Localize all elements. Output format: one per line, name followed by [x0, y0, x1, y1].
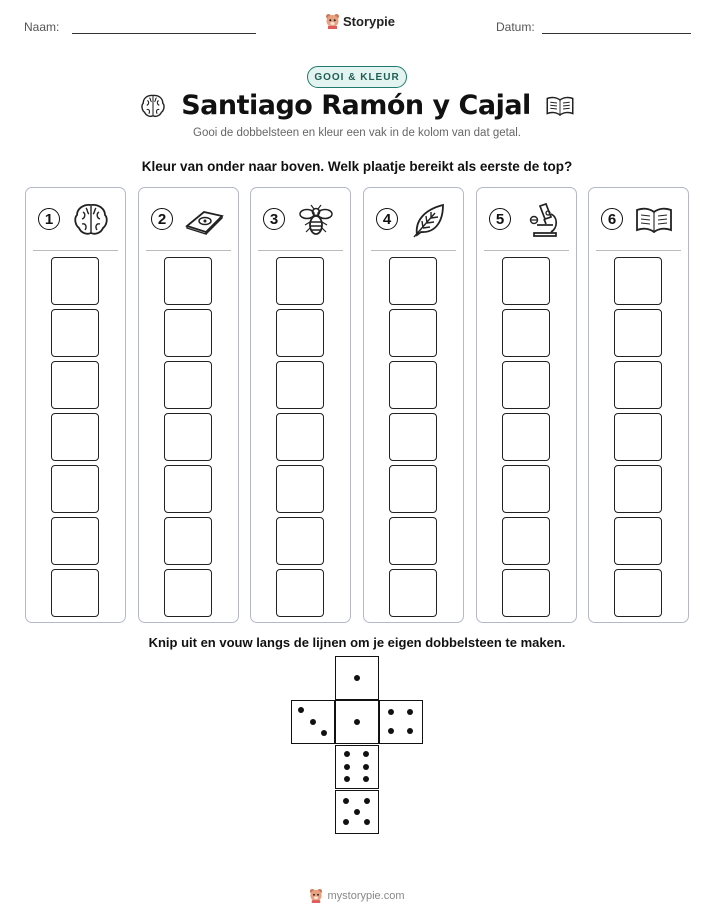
die-pip: [363, 751, 369, 757]
color-cell[interactable]: [389, 465, 437, 513]
microscope-slide-icon: [184, 202, 224, 238]
column-number: 1: [38, 208, 60, 230]
column-number: 6: [601, 208, 623, 230]
color-cell[interactable]: [51, 309, 99, 357]
name-label: Naam:: [24, 20, 60, 34]
die-pip: [354, 675, 360, 681]
column-divider: [371, 250, 456, 251]
color-cell[interactable]: [614, 569, 662, 617]
color-cell[interactable]: [276, 361, 324, 409]
column-divider: [146, 250, 231, 251]
bee-icon: [296, 202, 336, 238]
die-pip: [298, 707, 304, 713]
die-pip: [344, 764, 350, 770]
dice-column-3: [250, 187, 351, 623]
color-cell[interactable]: [614, 361, 662, 409]
subtitle: Gooi de dobbelsteen en kleur een vak in de kolom van dat getal.: [193, 127, 521, 139]
date-line: [542, 33, 691, 34]
color-cell[interactable]: [614, 517, 662, 565]
color-cell[interactable]: [51, 361, 99, 409]
die-pip: [364, 798, 370, 804]
color-cell[interactable]: [276, 309, 324, 357]
color-cell[interactable]: [164, 517, 212, 565]
color-cell[interactable]: [51, 517, 99, 565]
color-cell[interactable]: [389, 569, 437, 617]
color-cell[interactable]: [614, 413, 662, 461]
column-header: [139, 202, 238, 240]
color-cell[interactable]: [276, 257, 324, 305]
color-cell[interactable]: [614, 465, 662, 513]
activity-badge: GOOI & KLEUR: [307, 66, 407, 88]
die-face-6: [335, 745, 379, 789]
color-cell[interactable]: [502, 465, 550, 513]
die-pip: [344, 751, 350, 757]
color-cell[interactable]: [276, 569, 324, 617]
color-cell[interactable]: [164, 413, 212, 461]
date-label: Datum:: [496, 20, 535, 34]
open-book-icon: [634, 202, 674, 238]
die-pip: [354, 809, 360, 815]
column-divider: [258, 250, 343, 251]
column-header: [364, 202, 463, 240]
column-number: 5: [489, 208, 511, 230]
color-cell[interactable]: [502, 257, 550, 305]
color-cell[interactable]: [389, 309, 437, 357]
die-pip: [343, 798, 349, 804]
column-number: 2: [151, 208, 173, 230]
color-cell[interactable]: [389, 413, 437, 461]
footer-url: mystorypie.com: [327, 889, 405, 902]
color-cell[interactable]: [51, 413, 99, 461]
die-pip: [363, 764, 369, 770]
color-cell[interactable]: [164, 309, 212, 357]
storypie-mascot-icon: [309, 888, 323, 903]
column-number: 4: [376, 208, 398, 230]
die-pip: [354, 719, 360, 725]
footer: [0, 888, 714, 903]
column-header: [26, 202, 125, 240]
die-pip: [388, 709, 394, 715]
page-title: Santiago Ramón y Cajal: [181, 90, 531, 121]
color-cell[interactable]: [502, 361, 550, 409]
die-pip: [344, 776, 350, 782]
die-face-1: [335, 656, 379, 700]
die-face-1: [335, 700, 379, 744]
die-pip: [388, 728, 394, 734]
color-cell[interactable]: [389, 361, 437, 409]
name-line: [72, 33, 256, 34]
column-number: 3: [263, 208, 285, 230]
title-row: [0, 90, 714, 121]
column-header: [589, 202, 688, 240]
instruction: Kleur van onder naar boven. Welk plaatje bereikt als eerste de top?: [141, 159, 573, 174]
die-pip: [343, 819, 349, 825]
color-cell[interactable]: [164, 465, 212, 513]
color-cell[interactable]: [389, 517, 437, 565]
dice-column-5: [476, 187, 577, 623]
die-pip: [321, 730, 327, 736]
color-cell[interactable]: [51, 569, 99, 617]
color-cell[interactable]: [614, 309, 662, 357]
color-cell[interactable]: [51, 257, 99, 305]
color-cell[interactable]: [502, 413, 550, 461]
dice-column-4: [363, 187, 464, 623]
cut-instruction: Knip uit en vouw langs de lijnen om je eigen dobbelsteen te maken.: [148, 635, 566, 650]
brain-icon: [71, 202, 111, 238]
color-cell[interactable]: [614, 257, 662, 305]
microscope-icon: [522, 202, 562, 238]
dice-column-1: [25, 187, 126, 623]
color-cell[interactable]: [502, 569, 550, 617]
color-cell[interactable]: [389, 257, 437, 305]
column-divider: [484, 250, 569, 251]
brand-name: Storypie: [343, 13, 396, 29]
color-cell[interactable]: [502, 517, 550, 565]
color-cell[interactable]: [164, 361, 212, 409]
die-pip: [364, 819, 370, 825]
color-cell[interactable]: [164, 569, 212, 617]
die-pip: [363, 776, 369, 782]
leaf-icon: [409, 202, 449, 238]
color-cell[interactable]: [276, 465, 324, 513]
die-pip: [407, 709, 413, 715]
storypie-mascot-icon: [325, 13, 340, 29]
storypie-logo: [325, 13, 395, 29]
die-face-4: [379, 700, 423, 744]
dice-column-2: [138, 187, 239, 623]
die-face-5: [335, 790, 379, 834]
die-face-3: [291, 700, 335, 744]
column-divider: [33, 250, 118, 251]
color-cell[interactable]: [164, 257, 212, 305]
column-header: [477, 202, 576, 240]
die-pip: [310, 719, 316, 725]
column-header: [251, 202, 350, 240]
color-cell[interactable]: [276, 413, 324, 461]
dice-column-6: [588, 187, 689, 623]
die-pip: [407, 728, 413, 734]
brain-icon: [139, 92, 167, 120]
color-cell[interactable]: [51, 465, 99, 513]
column-divider: [596, 250, 681, 251]
open-book-icon: [545, 94, 575, 118]
color-cell[interactable]: [502, 309, 550, 357]
color-cell[interactable]: [276, 517, 324, 565]
